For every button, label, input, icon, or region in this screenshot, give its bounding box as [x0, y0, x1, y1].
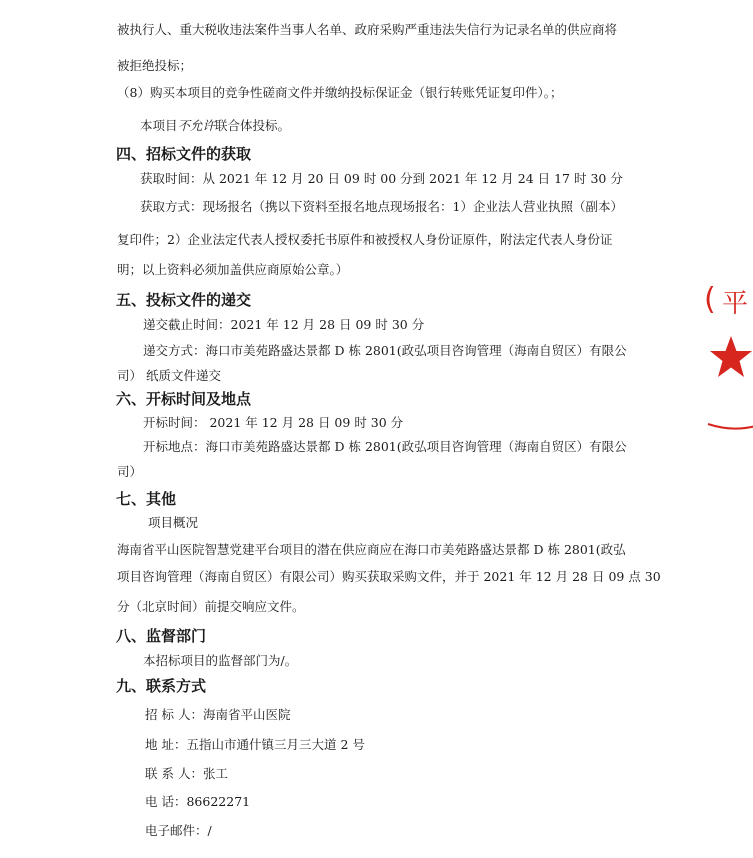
section-heading: 八、监督部门 [116, 627, 207, 645]
paragraph-line: 被执行人、重大税收违法案件当事人名单、政府采购严重违法失信行为记录名单的供应商将 [117, 22, 618, 37]
contact-row [145, 706, 290, 724]
paragraph-line: 被拒绝投标； [117, 58, 193, 73]
contact-row [145, 736, 365, 754]
section-heading: 四、招标文件的获取 [116, 145, 252, 163]
section-line: 开标地点：海口市美苑路盛达景都 D 栋 2801(政弘项目咨询管理（海南自贸区）有限公 [143, 439, 627, 454]
section-line: 明；以上资料必须加盖供应商原始公章。） [117, 262, 349, 277]
section-line: 开标时间： 2021 年 12 月 28 日 09 时 30 分 [143, 415, 404, 430]
section-line: 获取方式：现场报名（携以下资料至报名地点现场报名：1）企业法人营业执照（副本） [140, 199, 623, 214]
contact-label: 电子邮件： [145, 823, 208, 838]
emphasis-text: 不允许 [177, 118, 216, 133]
section-subtitle: 项目概况 [148, 515, 199, 530]
contact-value: 张工 [202, 766, 228, 781]
section-line: 分（北京时间）前提交响应文件。 [117, 599, 305, 614]
section-line: 递交截止时间：2021 年 12 月 28 日 09 时 30 分 [143, 317, 425, 332]
section-heading: 七、其他 [116, 490, 177, 508]
section-line: 项目咨询管理（海南自贸区）有限公司）购买获取采购文件，并于 2021 年 12 月 28 日 09 点 30 [117, 569, 661, 584]
contact-value: 86622271 [186, 794, 251, 809]
text-run: 联合体投标。 [215, 118, 291, 133]
contact-row [145, 822, 212, 840]
paragraph-line: （8）购买本项目的竞争性磋商文件并缴纳投标保证金（银行转账凭证复印件）。； [117, 85, 563, 100]
section-heading: 六、开标时间及地点 [116, 390, 252, 408]
seal-arc-left: ( [704, 282, 716, 317]
contact-value: / [207, 823, 212, 838]
contact-row [145, 793, 250, 811]
contact-label: 电 话： [145, 794, 187, 809]
section-line: 本招标项目的监督部门为/。 [143, 653, 298, 668]
section-line: 司） 纸质文件递交 [117, 368, 221, 383]
contact-label: 地 址： [145, 737, 187, 752]
section-line: 海南省平山医院智慧党建平台项目的潜在供应商应在海口市美苑路盛达景都 D 栋 2801(政弘 [117, 542, 626, 557]
seal-arc-bottom [706, 420, 753, 432]
official-seal [700, 282, 753, 442]
contact-value: 五指山市通什镇三月三大道 2 号 [186, 737, 365, 752]
star-icon [708, 334, 753, 380]
contact-label: 联 系 人： [145, 766, 203, 781]
section-line: 复印件；2）企业法定代表人授权委托书原件和被授权人身份证原件，附法定代表人身份证 [117, 232, 613, 247]
contact-row [145, 765, 228, 783]
section-heading: 五、投标文件的递交 [116, 291, 252, 309]
text-run: 本项目 [140, 118, 178, 133]
section-line: 获取时间：从 2021 年 12 月 20 日 09 时 00 分到 2021 年 12 月 24 日 17 时 30 分 [140, 171, 623, 186]
contact-label: 招 标 人： [145, 707, 203, 722]
section-line: 司） [117, 464, 143, 479]
paragraph-line [140, 117, 290, 135]
seal-character: 平 [722, 289, 749, 319]
section-line: 递交方式：海口市美苑路盛达景都 D 栋 2801(政弘项目咨询管理（海南自贸区）有限公 [143, 343, 627, 358]
section-heading: 九、联系方式 [116, 677, 207, 695]
contact-value: 海南省平山医院 [202, 707, 291, 722]
